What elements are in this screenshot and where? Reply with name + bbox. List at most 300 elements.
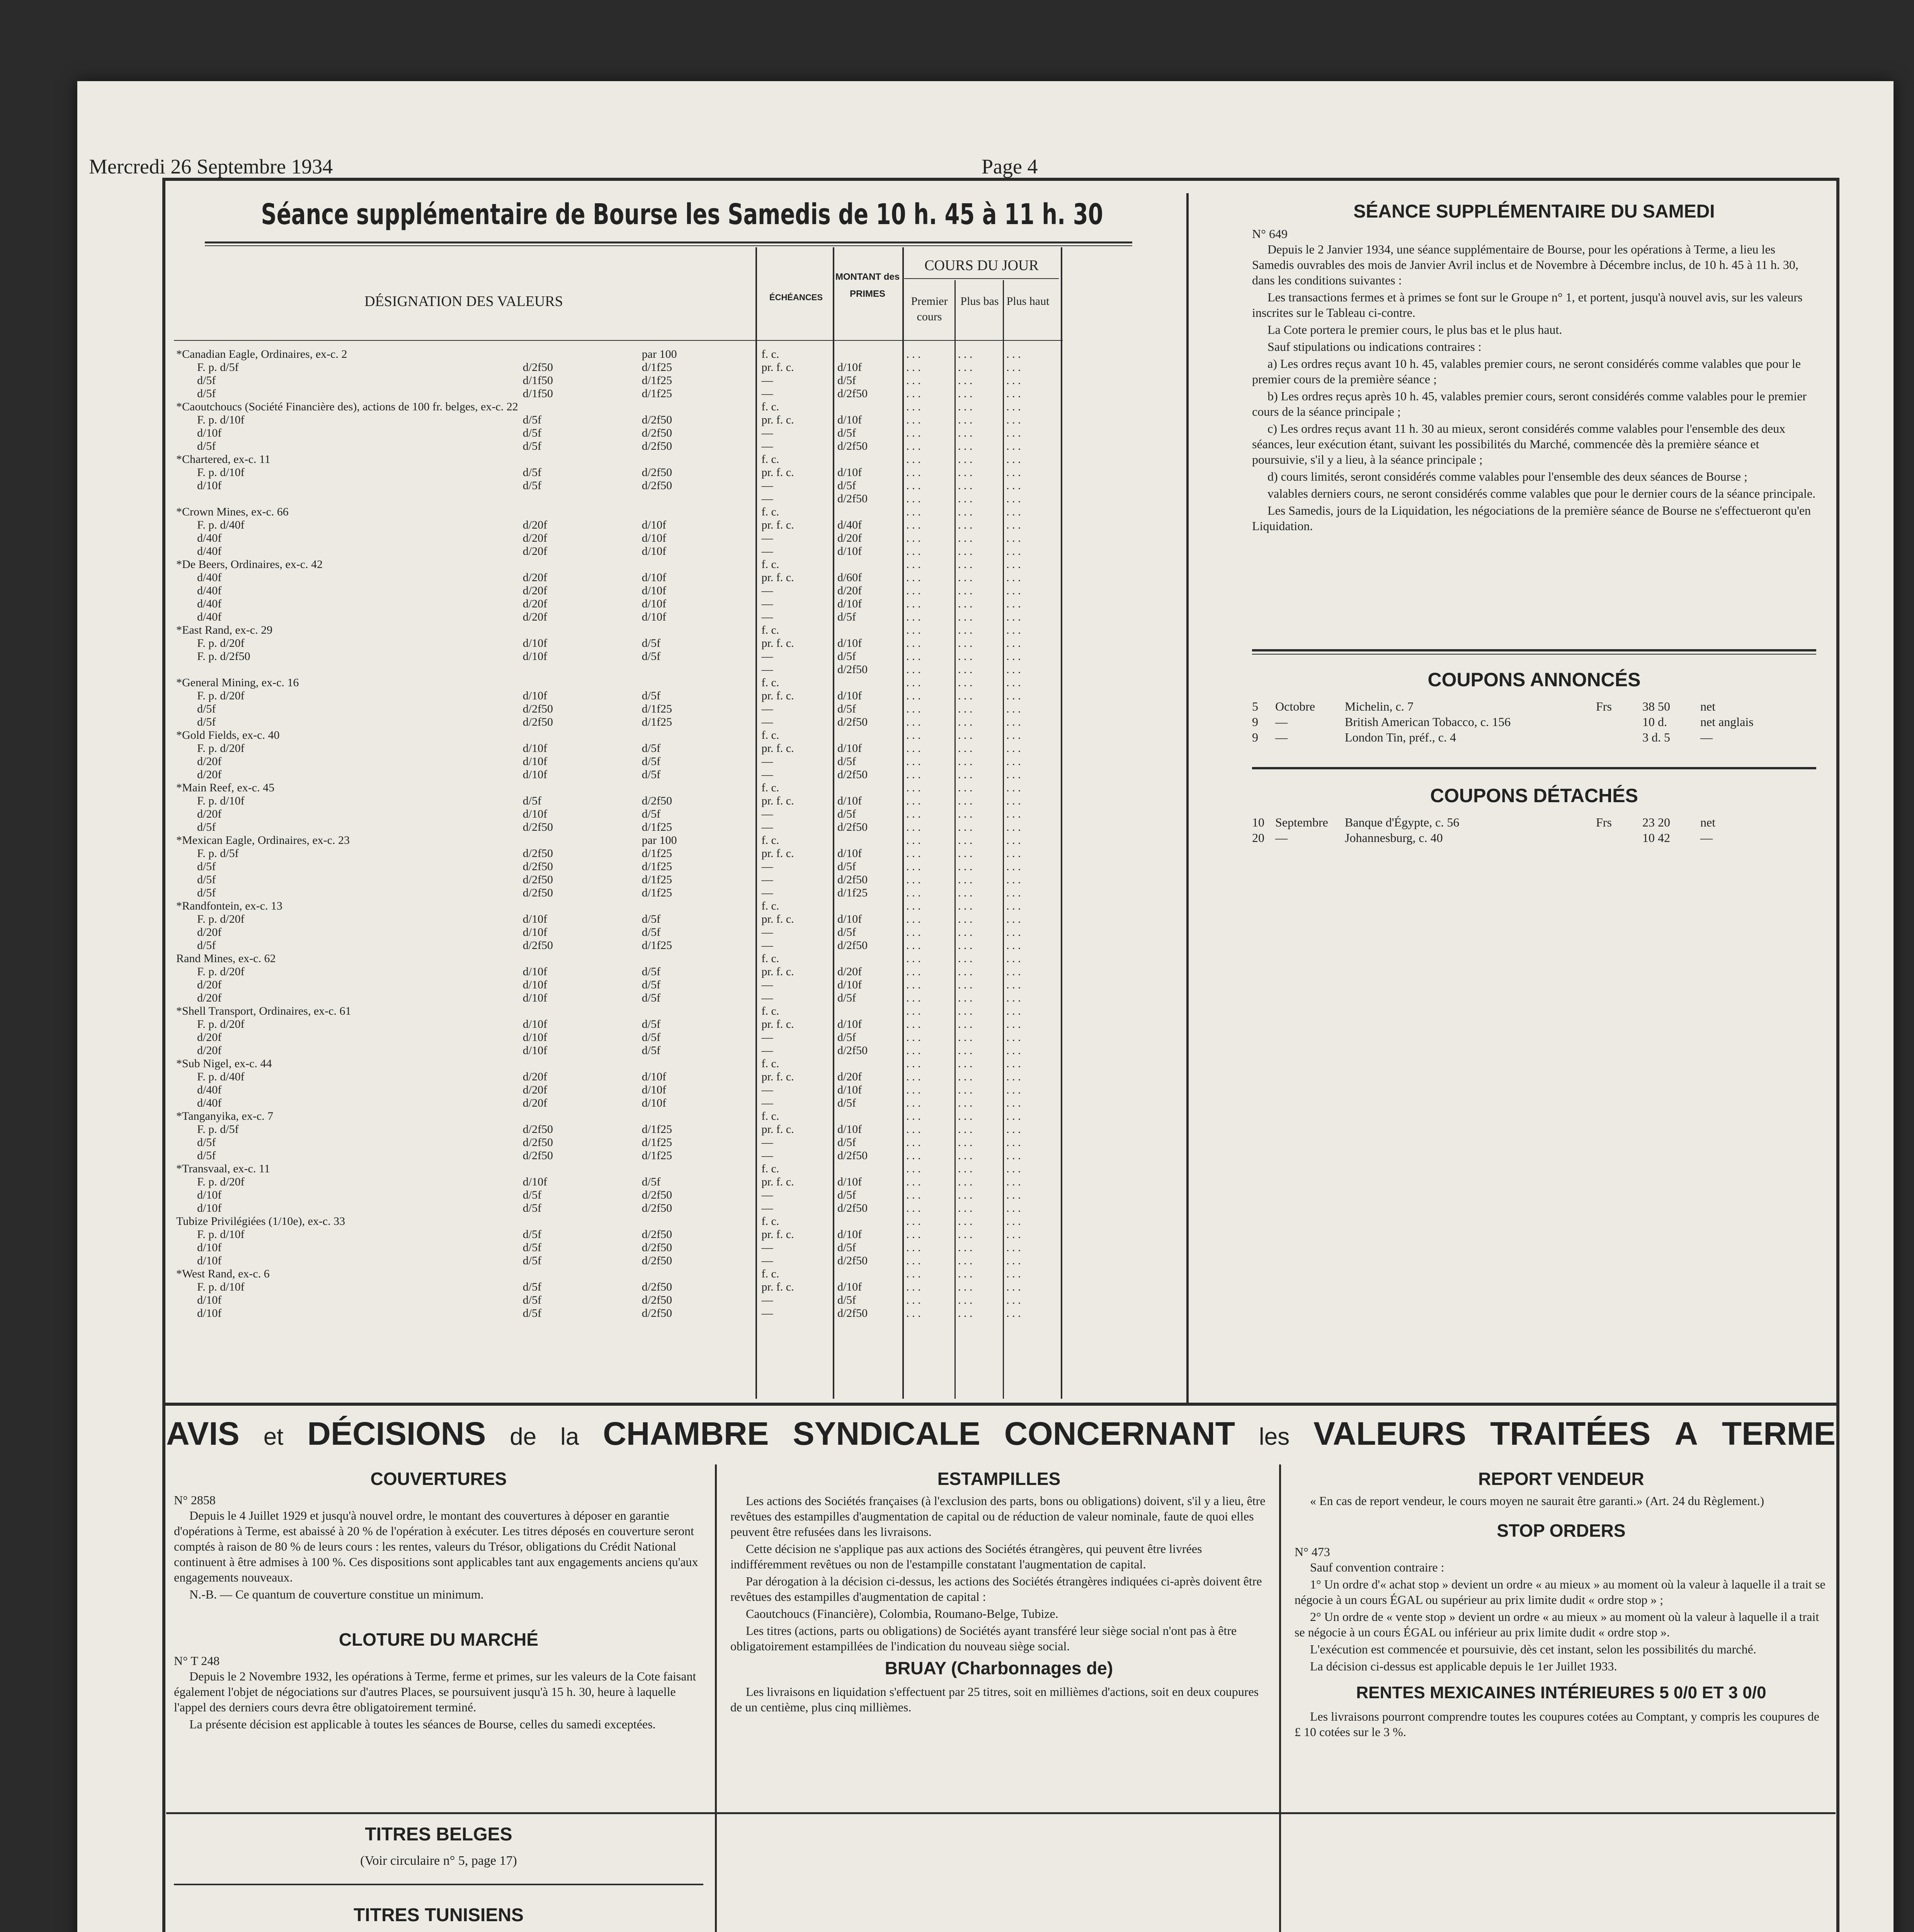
estampilles-paragraph: Les actions des Sociétés françaises (à l'exclusion des parts, bons ou obligations) doivent, s'il y a lieu, être revêtues des estampilles d'augmentation de capital ou de réduction de valeur nominale, faute de quoi elles peuvent être refusées dans les livraisons. — [730, 1494, 1266, 1539]
quote-echeance: — — [761, 1097, 773, 1109]
quote-prime-b: d/2f50 — [641, 794, 672, 807]
coupon-annonce-row-cell — [1596, 730, 1642, 745]
quote-premier: . . . — [906, 400, 921, 413]
col-plus-haut: Plus haut — [1006, 295, 1050, 308]
col-echeances: ÉCHÉANCES — [769, 293, 823, 302]
quote-name: d/10f — [197, 479, 222, 492]
banner-word: SYNDICALE — [793, 1415, 980, 1452]
quote-montant: d/20f — [837, 532, 862, 544]
top-column-divider — [1186, 193, 1189, 1403]
estampilles-title: ESTAMPILLES — [937, 1469, 1061, 1489]
quote-plus-bas: . . . — [958, 1162, 973, 1175]
quote-plus-bas: . . . — [958, 1149, 973, 1162]
quote-montant: d/2f50 — [837, 440, 868, 452]
quotes-table — [174, 348, 1061, 1320]
quote-row — [174, 545, 1061, 558]
quote-name: Tubize Privilégiées (1/10e), ex-c. 33 — [176, 1215, 345, 1228]
quote-prime-a — [521, 624, 640, 637]
coupon-detache-row — [1252, 815, 1816, 830]
quote-row — [174, 716, 1061, 729]
quote-prime-b — [640, 1162, 759, 1175]
quote-plus-haut: . . . — [1006, 348, 1021, 361]
quote-prime-a — [521, 453, 640, 466]
quote-plus-bas: . . . — [958, 808, 973, 820]
quote-premier: . . . — [906, 939, 921, 952]
quote-montant: d/10f — [837, 1083, 862, 1096]
quote-prime-b: d/5f — [641, 978, 661, 991]
seance-paragraph: valables derniers cours, ne seront considérés comme valables que pour le dernier cours de la séance principale. — [1267, 486, 1816, 500]
quote-row — [174, 1005, 1061, 1018]
quote-name — [174, 492, 521, 505]
col-designation: DÉSIGNATION DES VALEURS — [364, 293, 563, 310]
quote-name: d/20f — [197, 992, 222, 1004]
quote-plus-haut: . . . — [1006, 1097, 1021, 1109]
coupon-annonce-row-cell: net — [1700, 699, 1716, 713]
quote-echeance: pr. f. c. — [761, 1175, 794, 1188]
quote-plus-bas: . . . — [958, 689, 973, 702]
quote-prime-b: d/2f50 — [641, 1254, 672, 1267]
quote-plus-haut: . . . — [1006, 1123, 1021, 1136]
coupon-annonce-row-cell: British American Tobacco, c. 156 — [1345, 715, 1511, 729]
quote-echeance: f. c. — [761, 781, 779, 794]
quote-premier: . . . — [906, 716, 921, 728]
seance-paragraph: La Cote portera le premier cours, le plus bas et le plus haut. — [1267, 323, 1562, 337]
quote-name: d/5f — [197, 886, 216, 899]
quote-echeance: — — [761, 768, 773, 781]
quote-row — [174, 1031, 1061, 1044]
quote-echeance: — — [761, 650, 773, 663]
quote-plus-bas: . . . — [958, 781, 973, 794]
quote-plus-bas: . . . — [958, 1228, 973, 1241]
seance-paragraph: a) Les ordres reçus avant 10 h. 45, valables premier cours, ne seront considérés comme valables que pour le premier cours de la première séance ; — [1252, 357, 1801, 386]
quote-premier: . . . — [906, 413, 921, 426]
quote-prime-a — [521, 1267, 640, 1281]
quote-row — [174, 440, 1061, 453]
quote-montant — [835, 952, 904, 965]
col-cours-du-jour: COURS DU JOUR — [924, 257, 1039, 274]
coupon-annonce-row-cell: Michelin, c. 7 — [1345, 699, 1414, 713]
quote-premier: . . . — [906, 348, 921, 361]
quote-name: d/40f — [197, 1083, 222, 1096]
quote-montant: d/2f50 — [837, 1044, 868, 1057]
quote-prime-b: d/5f — [641, 926, 661, 939]
quote-montant: d/10f — [837, 689, 862, 702]
quote-echeance: pr. f. c. — [761, 689, 794, 702]
quote-premier: . . . — [906, 624, 921, 636]
quote-echeance: pr. f. c. — [761, 1018, 794, 1031]
quote-montant: d/10f — [837, 978, 862, 991]
quote-row — [174, 1162, 1061, 1175]
quote-plus-haut: . . . — [1006, 1018, 1021, 1031]
quote-plus-haut: . . . — [1006, 1267, 1021, 1280]
quote-montant — [835, 729, 904, 742]
quote-plus-bas: . . . — [958, 755, 973, 768]
cloture-number: N° T 248 — [174, 1654, 220, 1668]
quote-prime-a: d/20f — [522, 584, 548, 597]
quote-prime-b — [640, 492, 759, 505]
coupon-annonce-row — [1252, 714, 1816, 730]
quote-montant — [835, 1110, 904, 1123]
quote-prime-a: d/10f — [522, 913, 548, 925]
quote-premier: . . . — [906, 519, 921, 531]
quote-name: *Transvaal, ex-c. 11 — [176, 1162, 270, 1175]
quote-plus-bas: . . . — [958, 453, 973, 466]
quote-montant: d/5f — [837, 702, 856, 715]
quote-echeance: — — [761, 479, 773, 492]
quote-plus-haut: . . . — [1006, 532, 1021, 544]
quote-echeance: — — [761, 597, 773, 610]
quote-premier: . . . — [906, 1307, 921, 1320]
quote-name: F. p. d/40f — [197, 519, 245, 531]
quote-echeance: pr. f. c. — [761, 965, 794, 978]
quote-prime-a: d/2f50 — [522, 873, 553, 886]
quote-plus-haut: . . . — [1006, 926, 1021, 939]
quote-premier: . . . — [906, 886, 921, 899]
quote-plus-bas: . . . — [958, 1254, 973, 1267]
quote-montant — [835, 781, 904, 794]
quote-row — [174, 597, 1061, 611]
coupon-detache-row-cell: 23 20 — [1642, 815, 1670, 829]
quote-prime-a: d/5f — [522, 1307, 542, 1320]
stop-orders-title: STOP ORDERS — [1497, 1520, 1626, 1541]
quote-premier: . . . — [906, 479, 921, 492]
quote-prime-a: d/20f — [522, 1083, 548, 1096]
quote-name: *De Beers, Ordinaires, ex-c. 42 — [176, 558, 323, 571]
quote-name: d/20f — [197, 768, 222, 781]
quote-plus-haut: . . . — [1006, 558, 1021, 571]
coupon-detache-row-cell — [1596, 830, 1642, 845]
quote-prime-a: d/5f — [522, 427, 542, 439]
quote-prime-b: d/5f — [641, 689, 661, 702]
quote-echeance: f. c. — [761, 1057, 779, 1070]
coupon-detache-row-cell: Septembre — [1275, 815, 1328, 829]
coupon-detache-row-cell: 10 42 — [1642, 831, 1670, 845]
quote-plus-haut: . . . — [1006, 1202, 1021, 1214]
quote-plus-haut: . . . — [1006, 1162, 1021, 1175]
quote-premier: . . . — [906, 1136, 921, 1149]
quote-name: d/5f — [197, 873, 216, 886]
quote-echeance: pr. f. c. — [761, 847, 794, 860]
quote-plus-bas: . . . — [958, 1175, 973, 1188]
quote-plus-haut: . . . — [1006, 505, 1021, 518]
seance-title: Séance supplémentaire de Bourse les Samedis de 10 h. 45 à 11 h. 30 — [261, 198, 1103, 231]
quote-plus-haut: . . . — [1006, 519, 1021, 531]
quote-row — [174, 1044, 1061, 1057]
quote-prime-a: d/5f — [522, 794, 542, 807]
quote-montant: d/10f — [837, 794, 862, 807]
quote-row — [174, 1070, 1061, 1083]
quote-name: d/20f — [197, 1044, 222, 1057]
quote-prime-b: d/10f — [641, 1083, 667, 1096]
coupon-detache-row-cell: Banque d'Égypte, c. 56 — [1345, 815, 1460, 829]
quote-row — [174, 505, 1061, 519]
quote-premier: . . . — [906, 755, 921, 768]
quote-prime-b: d/5f — [641, 755, 661, 768]
quote-montant: d/5f — [837, 1189, 856, 1201]
coupons-annonces — [1252, 668, 1816, 745]
quote-plus-haut: . . . — [1006, 992, 1021, 1004]
coupon-annonce-row — [1252, 699, 1816, 714]
quote-prime-a: d/20f — [522, 597, 548, 610]
quote-row — [174, 571, 1061, 584]
quote-name: d/5f — [197, 1136, 216, 1149]
quote-montant — [835, 1005, 904, 1018]
quote-prime-b: par 100 — [641, 348, 677, 361]
quote-plus-bas: . . . — [958, 1136, 973, 1149]
quote-row — [174, 965, 1061, 978]
quote-premier: . . . — [906, 545, 921, 558]
stop-orders-paragraph: 2° Un ordre de « vente stop » devient un ordre « au mieux » au moment où la valeur à laquelle il a trait se négocie à un cours ÉGAL ou inférieur au prix limite dudit « ordre stop ». — [1295, 1610, 1819, 1639]
quote-prime-b: d/2f50 — [641, 466, 672, 479]
quote-plus-haut: . . . — [1006, 860, 1021, 873]
quote-plus-bas: . . . — [958, 1241, 973, 1254]
quote-echeance: — — [761, 663, 773, 676]
quote-name: d/20f — [197, 808, 222, 820]
quote-prime-b: d/1f25 — [641, 716, 672, 728]
banner-word: de — [510, 1423, 537, 1450]
quote-prime-a: d/2f50 — [522, 1136, 553, 1149]
quote-premier: . . . — [906, 1162, 921, 1175]
quote-plus-bas: . . . — [958, 348, 973, 361]
banner-word: les — [1259, 1423, 1290, 1450]
quote-plus-haut: . . . — [1006, 361, 1021, 374]
quote-echeance: f. c. — [761, 1110, 779, 1122]
quote-plus-bas: . . . — [958, 1005, 973, 1017]
quote-row — [174, 992, 1061, 1005]
quote-prime-a — [521, 900, 640, 913]
stop-orders-paragraph: La décision ci-dessus est applicable depuis le 1er Juillet 1933. — [1310, 1659, 1617, 1673]
quote-prime-b: d/2f50 — [641, 440, 672, 452]
couvertures-paragraph: N.-B. — Ce quantum de couverture constitue un minimum. — [189, 1587, 484, 1601]
quote-echeance: — — [761, 821, 773, 833]
quote-prime-a: d/1f50 — [522, 387, 553, 400]
quote-row — [174, 584, 1061, 597]
quote-row — [174, 1254, 1061, 1267]
quote-premier: . . . — [906, 505, 921, 518]
quote-prime-a — [521, 676, 640, 689]
quote-plus-haut: . . . — [1006, 545, 1021, 558]
quote-prime-b: d/10f — [641, 571, 667, 584]
quote-row — [174, 808, 1061, 821]
report-vendeur-body — [1295, 1493, 1828, 1509]
quote-montant: d/10f — [837, 1228, 862, 1241]
quote-row — [174, 742, 1061, 755]
quote-echeance: pr. f. c. — [761, 1070, 794, 1083]
quote-prime-a: d/10f — [522, 637, 548, 650]
coupon-annonce-row-cell: 9 — [1252, 730, 1258, 744]
quote-plus-bas: . . . — [958, 952, 973, 965]
quote-plus-haut: . . . — [1006, 768, 1021, 781]
quote-name: d/5f — [197, 1149, 216, 1162]
quote-montant: d/10f — [837, 466, 862, 479]
quote-plus-bas: . . . — [958, 965, 973, 978]
quote-prime-b: d/1f25 — [641, 702, 672, 715]
quote-prime-a: d/20f — [522, 532, 548, 544]
quote-plus-haut: . . . — [1006, 440, 1021, 452]
quote-montant — [835, 624, 904, 637]
quote-prime-b — [640, 453, 759, 466]
quote-prime-a: d/5f — [522, 1254, 542, 1267]
stop-orders-number: N° 473 — [1295, 1545, 1330, 1559]
quote-prime-b: d/1f25 — [641, 1123, 672, 1136]
bruay-paragraph: Les livraisons en liquidation s'effectuent par 25 titres, soit en millièmes d'actions, soit en deux coupures de un centième, plus cinq millièmes. — [730, 1685, 1259, 1714]
quote-plus-haut: . . . — [1006, 873, 1021, 886]
quote-prime-a: d/5f — [522, 1281, 542, 1293]
quote-prime-a — [521, 505, 640, 519]
quote-montant: d/2f50 — [837, 663, 868, 676]
quote-row — [174, 400, 1061, 413]
quote-echeance: — — [761, 755, 773, 768]
quote-premier: . . . — [906, 729, 921, 742]
quote-prime-a — [521, 952, 640, 965]
quote-prime-a: d/2f50 — [522, 361, 553, 374]
quote-montant: d/10f — [837, 361, 862, 374]
quote-plus-haut: . . . — [1006, 1005, 1021, 1017]
quote-echeance: — — [761, 1083, 773, 1096]
quote-name: d/10f — [197, 1189, 222, 1201]
quote-name: d/10f — [197, 1307, 222, 1320]
quote-plus-bas: . . . — [958, 650, 973, 663]
coupon-detache-row-cell: 10 — [1252, 815, 1264, 829]
quote-prime-b: d/2f50 — [641, 427, 672, 439]
quote-plus-haut: . . . — [1006, 781, 1021, 794]
stop-orders-body — [1295, 1560, 1828, 1674]
quote-prime-b: d/2f50 — [641, 1241, 672, 1254]
quote-plus-haut: . . . — [1006, 1307, 1021, 1320]
quote-montant: d/2f50 — [837, 821, 868, 833]
banner-word: et — [263, 1423, 284, 1450]
quote-premier: . . . — [906, 965, 921, 978]
quote-name: F. p. d/20f — [197, 913, 245, 925]
coupon-detache-row-cell: net — [1700, 815, 1716, 829]
quote-echeance: — — [761, 1136, 773, 1149]
quote-echeance: f. c. — [761, 1005, 779, 1017]
quote-montant: d/5f — [837, 1294, 856, 1306]
avis-banner — [166, 1412, 1836, 1455]
quote-prime-a — [521, 492, 640, 505]
report-vendeur-paragraph: « En cas de report vendeur, le cours moyen ne saurait être garanti.» (Art. 24 du Règlement.) — [1310, 1494, 1764, 1508]
quote-prime-a — [521, 781, 640, 794]
quote-name: d/40f — [197, 611, 222, 623]
quote-prime-a: d/10f — [522, 965, 548, 978]
quote-prime-a — [521, 1162, 640, 1175]
coupons-annonces-list — [1252, 699, 1816, 745]
quote-row — [174, 1189, 1061, 1202]
quote-echeance: — — [761, 886, 773, 899]
quote-plus-haut: . . . — [1006, 374, 1021, 387]
quote-prime-a: d/10f — [522, 1044, 548, 1057]
quote-echeance: f. c. — [761, 729, 779, 742]
quote-row — [174, 1083, 1061, 1097]
quote-plus-bas: . . . — [958, 400, 973, 413]
quote-name: d/10f — [197, 427, 222, 439]
quote-prime-a: d/2f50 — [522, 821, 553, 833]
quote-plus-bas: . . . — [958, 729, 973, 742]
lower-left-notices — [174, 1824, 703, 1932]
quote-montant: d/2f50 — [837, 1254, 868, 1267]
quote-prime-b: d/1f25 — [641, 361, 672, 374]
quote-echeance: f. c. — [761, 952, 779, 965]
quote-row — [174, 1149, 1061, 1162]
quote-prime-b: d/10f — [641, 611, 667, 623]
quote-prime-b: d/1f25 — [641, 847, 672, 860]
quote-plus-haut: . . . — [1006, 597, 1021, 610]
quote-montant: d/5f — [837, 992, 856, 1004]
quote-prime-b: d/2f50 — [641, 1189, 672, 1201]
quote-echeance: pr. f. c. — [761, 1228, 794, 1241]
quote-prime-b: d/10f — [641, 545, 667, 558]
quote-echeance: — — [761, 492, 773, 505]
quote-echeance: f. c. — [761, 400, 779, 413]
quote-prime-b: d/10f — [641, 597, 667, 610]
quote-row — [174, 821, 1061, 834]
quote-montant: d/10f — [837, 637, 862, 650]
seance-paragraph: Les transactions fermes et à primes se font sur le Groupe n° 1, et portent, jusqu'à nouvel avis, sur les valeurs inscrites sur le Tableau ci-contre. — [1252, 290, 1803, 320]
quote-prime-a: d/10f — [522, 978, 548, 991]
quote-row — [174, 1136, 1061, 1149]
quote-plus-haut: . . . — [1006, 1057, 1021, 1070]
quote-prime-b: d/2f50 — [641, 413, 672, 426]
quote-prime-b — [640, 781, 759, 794]
col-plus-bas: Plus bas — [960, 295, 999, 308]
quote-name: *Canadian Eagle, Ordinaires, ex-c. 2 — [176, 348, 347, 361]
quote-echeance: — — [761, 584, 773, 597]
quote-row — [174, 1057, 1061, 1070]
quote-montant: d/2f50 — [837, 939, 868, 952]
coupon-detache-row-cell: 20 — [1252, 831, 1264, 845]
quote-plus-haut: . . . — [1006, 939, 1021, 952]
quote-premier: . . . — [906, 1083, 921, 1096]
quote-prime-b — [640, 663, 759, 676]
quote-premier: . . . — [906, 466, 921, 479]
quote-montant: d/2f50 — [837, 768, 868, 781]
quote-plus-haut: . . . — [1006, 584, 1021, 597]
quote-plus-haut: . . . — [1006, 821, 1021, 833]
quote-prime-a — [521, 729, 640, 742]
quote-prime-a — [521, 663, 640, 676]
quote-prime-a: d/20f — [522, 1070, 548, 1083]
quote-premier: . . . — [906, 1044, 921, 1057]
quote-name: d/10f — [197, 1254, 222, 1267]
quote-row — [174, 676, 1061, 689]
quote-echeance: — — [761, 1294, 773, 1306]
quote-name: d/5f — [197, 860, 216, 873]
quote-premier: . . . — [906, 1215, 921, 1228]
quote-echeance: pr. f. c. — [761, 637, 794, 650]
quote-premier: . . . — [906, 913, 921, 925]
quote-prime-a: d/2f50 — [522, 847, 553, 860]
couvertures-body — [174, 1508, 703, 1602]
quote-row — [174, 886, 1061, 900]
quote-plus-bas: . . . — [958, 387, 973, 400]
quote-echeance: pr. f. c. — [761, 913, 794, 925]
quote-plus-haut: . . . — [1006, 400, 1021, 413]
quote-name: F. p. d/5f — [197, 361, 239, 374]
quote-montant: d/5f — [837, 926, 856, 939]
quote-prime-b: d/1f25 — [641, 873, 672, 886]
quote-plus-haut: . . . — [1006, 1031, 1021, 1044]
quote-name: d/5f — [197, 387, 216, 400]
quote-plus-bas: . . . — [958, 1267, 973, 1280]
quote-plus-haut: . . . — [1006, 729, 1021, 742]
coupon-annonce-row-cell: 38 50 — [1642, 699, 1670, 713]
coupons-detaches-title: COUPONS DÉTACHÉS — [1430, 785, 1638, 806]
quote-prime-a: d/20f — [522, 519, 548, 531]
quote-premier: . . . — [906, 676, 921, 689]
quote-row — [174, 479, 1061, 492]
quote-plus-haut: . . . — [1006, 978, 1021, 991]
quote-plus-bas: . . . — [958, 519, 973, 531]
